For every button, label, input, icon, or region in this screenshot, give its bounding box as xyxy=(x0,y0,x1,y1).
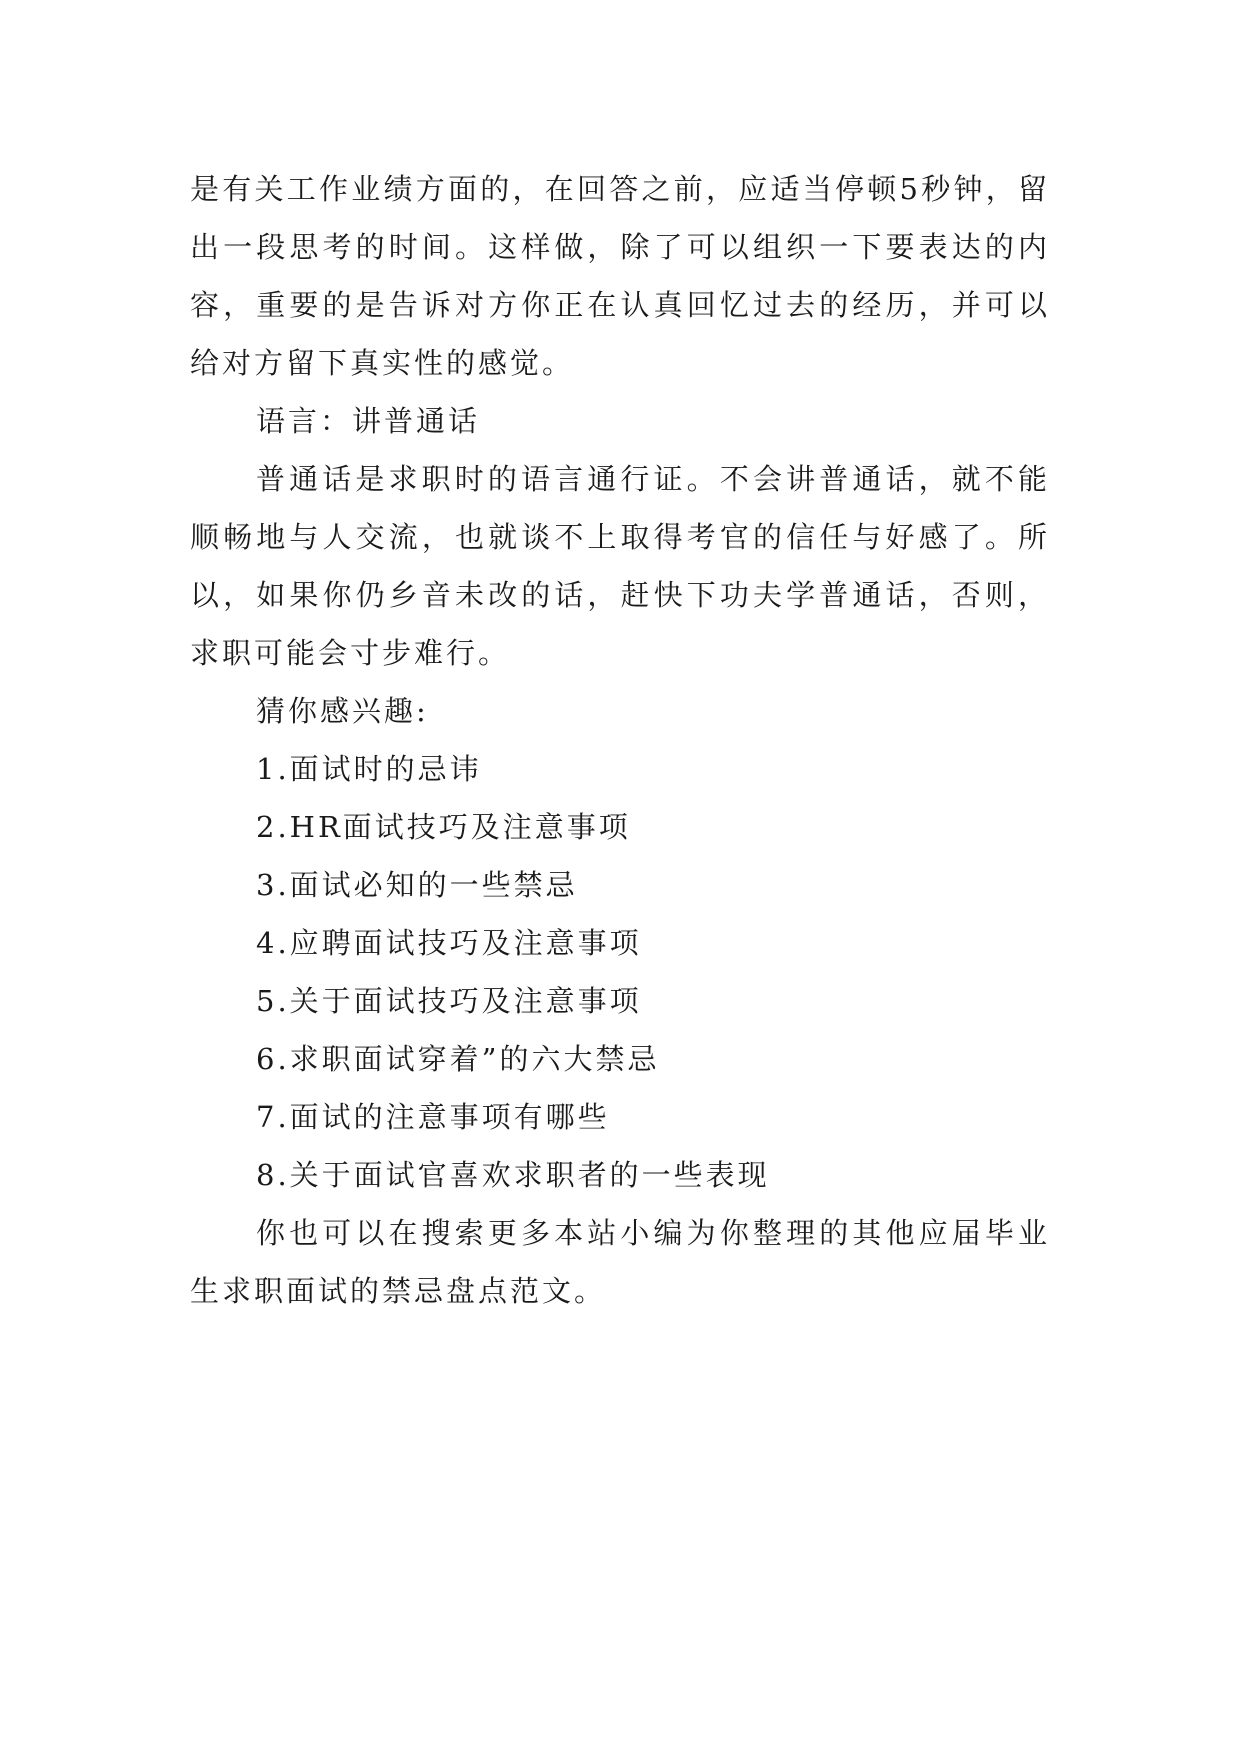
related-item[interactable]: 3.面试必知的一些禁忌 xyxy=(256,868,578,902)
document-body xyxy=(190,160,1050,1320)
paragraph-work-performance: 是有关工作业绩方面的，在回答之前，应适当停顿5秒钟，留出一段思考的时间。这样做，除了可以组织一下要表达的内容，重要的是告诉对方你正在认真回忆过去的经历，并可以给对方留下真实性的感觉。 xyxy=(190,172,1050,380)
related-item[interactable]: 8.关于面试官喜欢求职者的一些表现 xyxy=(256,1158,770,1192)
related-item[interactable]: 4.应聘面试技巧及注意事项 xyxy=(256,926,642,960)
closing-paragraph: 你也可以在搜索更多本站小编为你整理的其他应届毕业生求职面试的禁忌盘点范文。 xyxy=(190,1216,1050,1308)
related-item[interactable]: 6.求职面试穿着”的六大禁忌 xyxy=(256,1042,660,1076)
related-item[interactable]: 2.HR面试技巧及注意事项 xyxy=(256,810,631,844)
related-item[interactable]: 5.关于面试技巧及注意事项 xyxy=(256,984,642,1018)
related-item[interactable]: 7.面试的注意事项有哪些 xyxy=(256,1100,610,1134)
related-heading: 猜你感兴趣: xyxy=(256,694,429,728)
related-item[interactable]: 1.面试时的忌讳 xyxy=(256,752,482,786)
paragraph-mandarin: 普通话是求职时的语言通行证。不会讲普通话，就不能顺畅地与人交流，也就谈不上取得考官的信任与好感了。所以，如果你仍乡音未改的话，赶快下功夫学普通话，否则，求职可能会寸步难行。 xyxy=(190,462,1050,670)
related-list xyxy=(190,740,1050,1204)
section-heading-language: 语言：讲普通话 xyxy=(256,404,481,438)
